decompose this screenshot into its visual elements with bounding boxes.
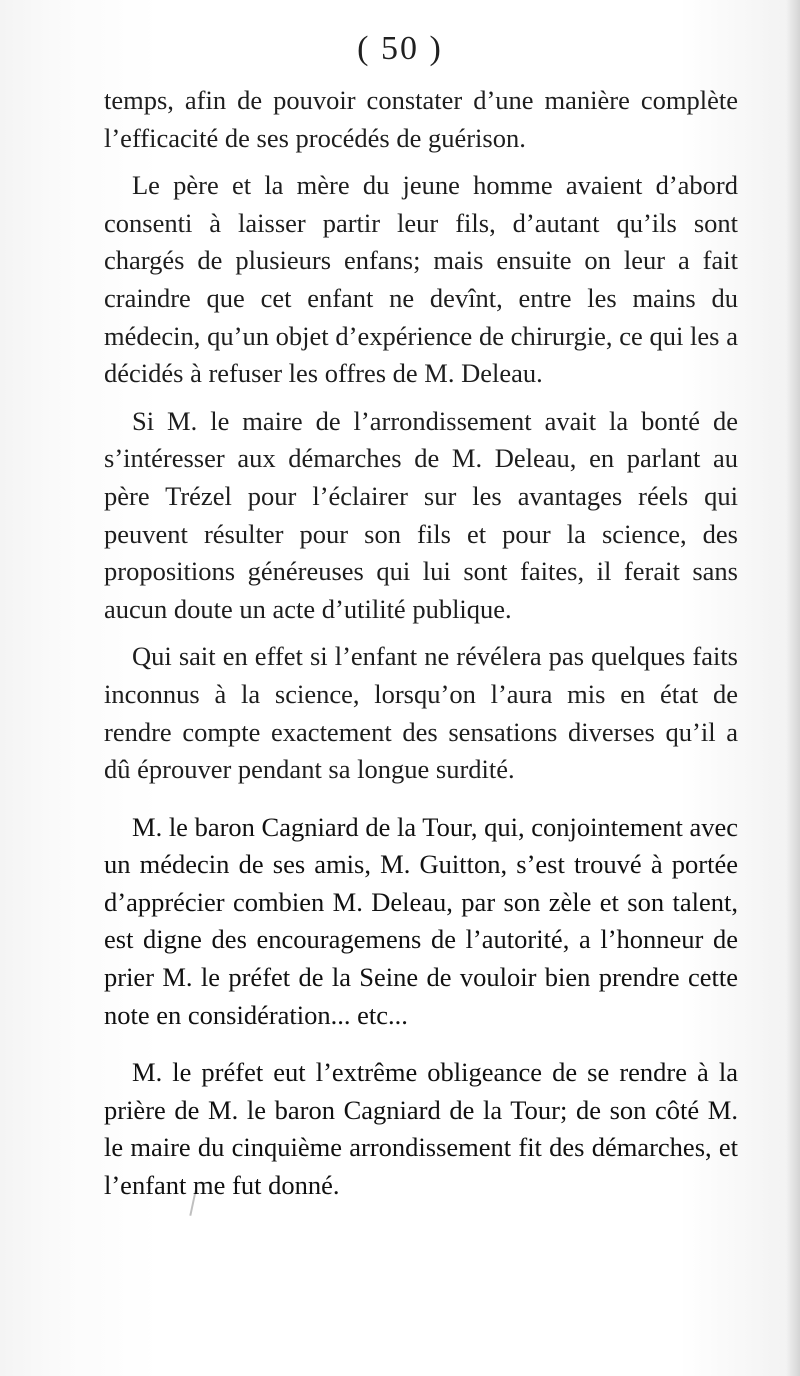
paragraph-1: temps, afin de pouvoir constater d’une manière complète l’efficacité de ses procédés de guérison.: [104, 85, 738, 153]
paragraph-3: Si M. le maire de l’arrondissement avait la bonté de s’intéresser aux démarches de M. Deleau, en parlant au père Trézel pour l’éclairer sur les avantages réels qui peuvent résulter pour son fils et pour la science, des propositions généreuses qui lui sont faites, il ferait sans aucun doute un acte d’utilité publique.: [104, 405, 738, 624]
paragraph-4: Qui sait en effet si l’enfant ne révélera pas quelques faits inconnus à la science, lorsqu’on l’aura mis en état de rendre compte exactement des sensations diverses qu’il a dû éprouver pendant sa longue surdité.: [104, 641, 738, 785]
page-number: ( 50 ): [357, 30, 443, 67]
paragraph-6: M. le préfet eut l’extrême obligeance de se rendre à la prière de M. le baron Cagniard de la Tour; de son côté M. le maire du cinquième arrondissement fit des démarches, et l’enfant me fut donné.: [104, 1057, 738, 1201]
page-edge-shadow: [786, 0, 800, 1376]
body-text: [104, 82, 738, 1205]
paragraph-5: M. le baron Cagniard de la Tour, qui, conjointement avec un médecin de ses amis, M. Guitton, s’est trouvé à portée d’apprécier combien M. Deleau, par son zèle et son talent, est digne des encouragemens de l’autorité, a l’honneur de prier M. le préfet de la Seine de vouloir bien prendre cette note en considération... etc...: [104, 811, 738, 1030]
paragraph-2: Le père et la mère du jeune homme avaient d’abord consenti à laisser partir leur fils, d’autant qu’ils sont chargés de plusieurs enfans; mais ensuite on leur a fait craindre que cet enfant ne devînt, entre les mains du médecin, qu’un objet d’expérience de chirurgie, ce qui les a décidés à refuser les offres de M. Deleau.: [104, 170, 738, 389]
